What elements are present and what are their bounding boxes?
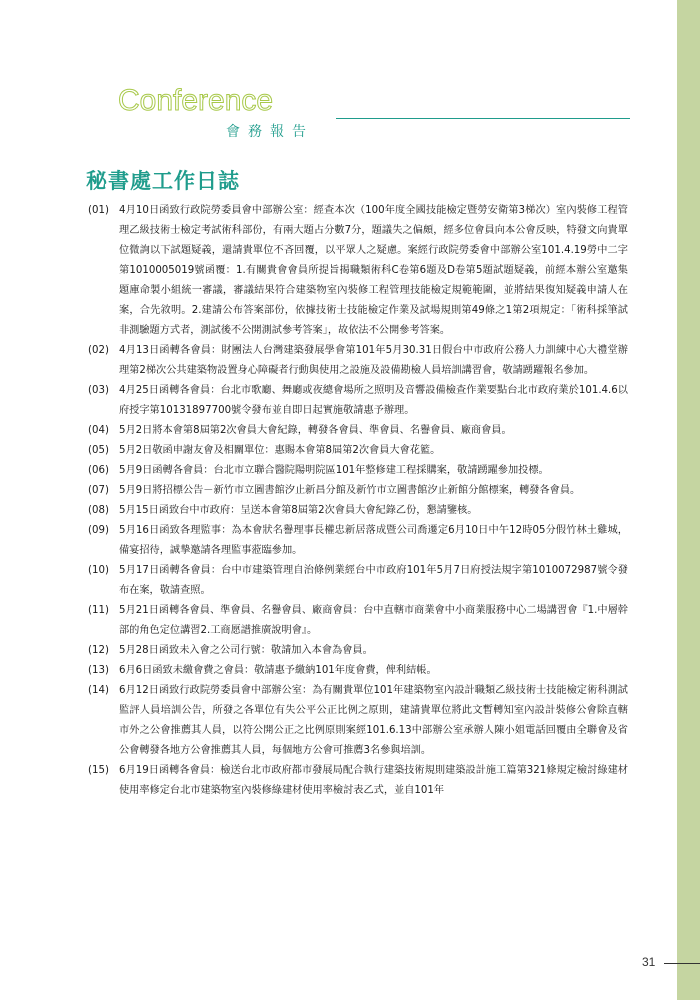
log-entry-text: 6月6日函致未繳會費之會員：敬請惠予繳納101年度會費，俾利結帳。 — [119, 665, 437, 676]
log-entry-text: 5月9日函轉各會員：台北市立聯合醫院陽明院區101年整修建工程採購案，敬請踴躍參加投標。 — [119, 465, 549, 476]
log-entry-number: (08) — [88, 505, 109, 516]
log-entry — [88, 681, 628, 761]
log-entry-number: (02) — [88, 345, 109, 356]
side-color-bar — [677, 0, 700, 1000]
log-entry-text: 5月21日函轉各會員、準會員、名譽會員、廠商會員：台中直轄市商業會中小商業服務中心二場講習會『1.中層幹部的角色定位講習2.工商愿譜推廣說明會』。 — [119, 605, 628, 636]
log-entry — [88, 341, 628, 381]
log-entry — [88, 601, 628, 641]
log-entry-text: 4月10日函致行政院勞委員會中部辦公室：經查本次（100年度全國技能檢定暨勞安衛第3梯次）室內裝修工程管理乙級技術士檢定考試術科部份，有兩大題占分數7分，題議失之偏頗，經多位會員向本公會反映，特發文向貴單位微詢以下試題疑義，還請貴單位不吝回覆，以平眾人之疑慮。案經行政院勞委會中部辦公室101.4.19勞中二字第1010005019號函覆：1.有關貴會會員所提旨揭職類術科C卷第6題及D卷第5題試題疑義，前經本辦公室邀集題庫命製小組統一審議，審議結果符合建築物室內裝修工程管理技能檢定規範範圍，並將結果復知疑義申請人在案，合先敘明。2.建請公布答案部份，依據技術士技能檢定作業及試場規則第49條之1第2項規定：「術科採筆試非測驗題方式者，測試後不公開測試參考答案」，故依法不公開參考答案。 — [119, 205, 628, 336]
log-entry-text: 5月28日函致未入會之公司行號：敬請加入本會為會員。 — [119, 645, 373, 656]
log-entry — [88, 661, 628, 681]
log-entry — [88, 201, 628, 341]
log-entry — [88, 521, 628, 561]
log-entry-text: 5月17日函轉各會員：台中市建築管理自治條例業經台中市政府101年5月7日府授法規字第1010072987號令發布在案，敬請查照。 — [119, 565, 628, 596]
log-entry-text: 6月12日函致行政院勞委員會中部辦公室：為有關貴單位101年建築物室內設計職類乙級技術士技能檢定術科測試監評人員培訓公告，所發之各單位有失公平公正比例之原則，建請貴單位將此文暫轉知室內設計裝修公會除直轄市外之公會推薦其人員，以符公開公正之比例原則案經101.6.13中部辦公室承辦人陳小姐電話回覆由全聯會及省公會轉發各地方公會推薦其人員，每個地方公會可推薦3名參與培訓。 — [119, 685, 628, 756]
log-entry-number: (04) — [88, 425, 109, 436]
section-title: 秘書處工作日誌 — [86, 169, 240, 193]
log-entry-number: (07) — [88, 485, 109, 496]
page-number-rule — [664, 963, 700, 964]
log-entry-number: (15) — [88, 765, 109, 776]
log-entry-number: (09) — [88, 525, 109, 536]
log-entry-text: 5月16日函致各理監事：為本會狀名譽理事長權忠新居落成暨公司喬遷定6月10日中午12時05分假竹林土雞城，備宴招待，誠摯邀請各理監事蒞臨參加。 — [119, 525, 628, 556]
log-entry-text: 4月13日函轉各會員：財團法人台灣建築發展學會第101年5月30.31日假台中市政府公務人力訓練中心大禮堂辦理第2梯次公共建築物設置身心障礙者行動與使用之設施及設備勘檢人員培訓講習會，敬請踴躍報名參加。 — [119, 345, 628, 376]
log-entry-number: (05) — [88, 445, 109, 456]
log-entry — [88, 641, 628, 661]
heading-divider — [336, 118, 630, 119]
log-entry — [88, 761, 628, 801]
log-entry — [88, 481, 628, 501]
log-entry-text: 5月2日將本會第8屆第2次會員大會紀錄，轉發各會員、準會員、名譽會員、廠商會員。 — [119, 425, 512, 436]
log-entry-number: (03) — [88, 385, 109, 396]
log-entry-number: (11) — [88, 605, 109, 616]
log-entry-number: (12) — [88, 645, 109, 656]
log-entry-text: 5月15日函致台中市政府：呈送本會第8屆第2次會員大會紀錄乙份，懇請鑒核。 — [119, 505, 478, 516]
log-entry-number: (14) — [88, 685, 109, 696]
log-entry-text: 6月19日函轉各會員：檢送台北市政府都市發展局配合執行建築技術規則建築設計施工篇第321條規定檢討綠建材使用率修定台北市建築物室內裝修綠建材使用率檢討表乙式，並自101年 — [119, 765, 628, 796]
log-entry-text: 5月9日將招標公告－新竹市立圖書館汐止新昌分館及新竹市立圖書館汐止新館分館標案，轉發各會員。 — [119, 485, 581, 496]
page-number: 31 — [642, 955, 656, 969]
log-entry — [88, 561, 628, 601]
log-entry — [88, 501, 628, 521]
log-entry-list — [88, 201, 628, 801]
log-entry — [88, 441, 628, 461]
log-entry-number: (10) — [88, 565, 109, 576]
log-entry-number: (06) — [88, 465, 109, 476]
conference-subheading: 會務報告 — [226, 124, 314, 140]
log-entry-text: 5月2日敬函申謝友會及相關單位：惠賜本會第8屆第2次會員大會花籃。 — [119, 445, 441, 456]
log-entry — [88, 381, 628, 421]
log-entry — [88, 461, 628, 481]
log-entry-text: 4月25日函轉各會員：台北市歌廳、舞廳或夜總會場所之照明及音響設備檢查作業要點台北市政府業於101.4.6以府授字第10131897700號令發布並自即日起實施敬請惠予辦理。 — [119, 385, 628, 416]
log-entry-number: (13) — [88, 665, 109, 676]
log-entry — [88, 421, 628, 441]
conference-heading: Conference — [118, 84, 274, 117]
log-entry-number: (01) — [88, 205, 109, 216]
